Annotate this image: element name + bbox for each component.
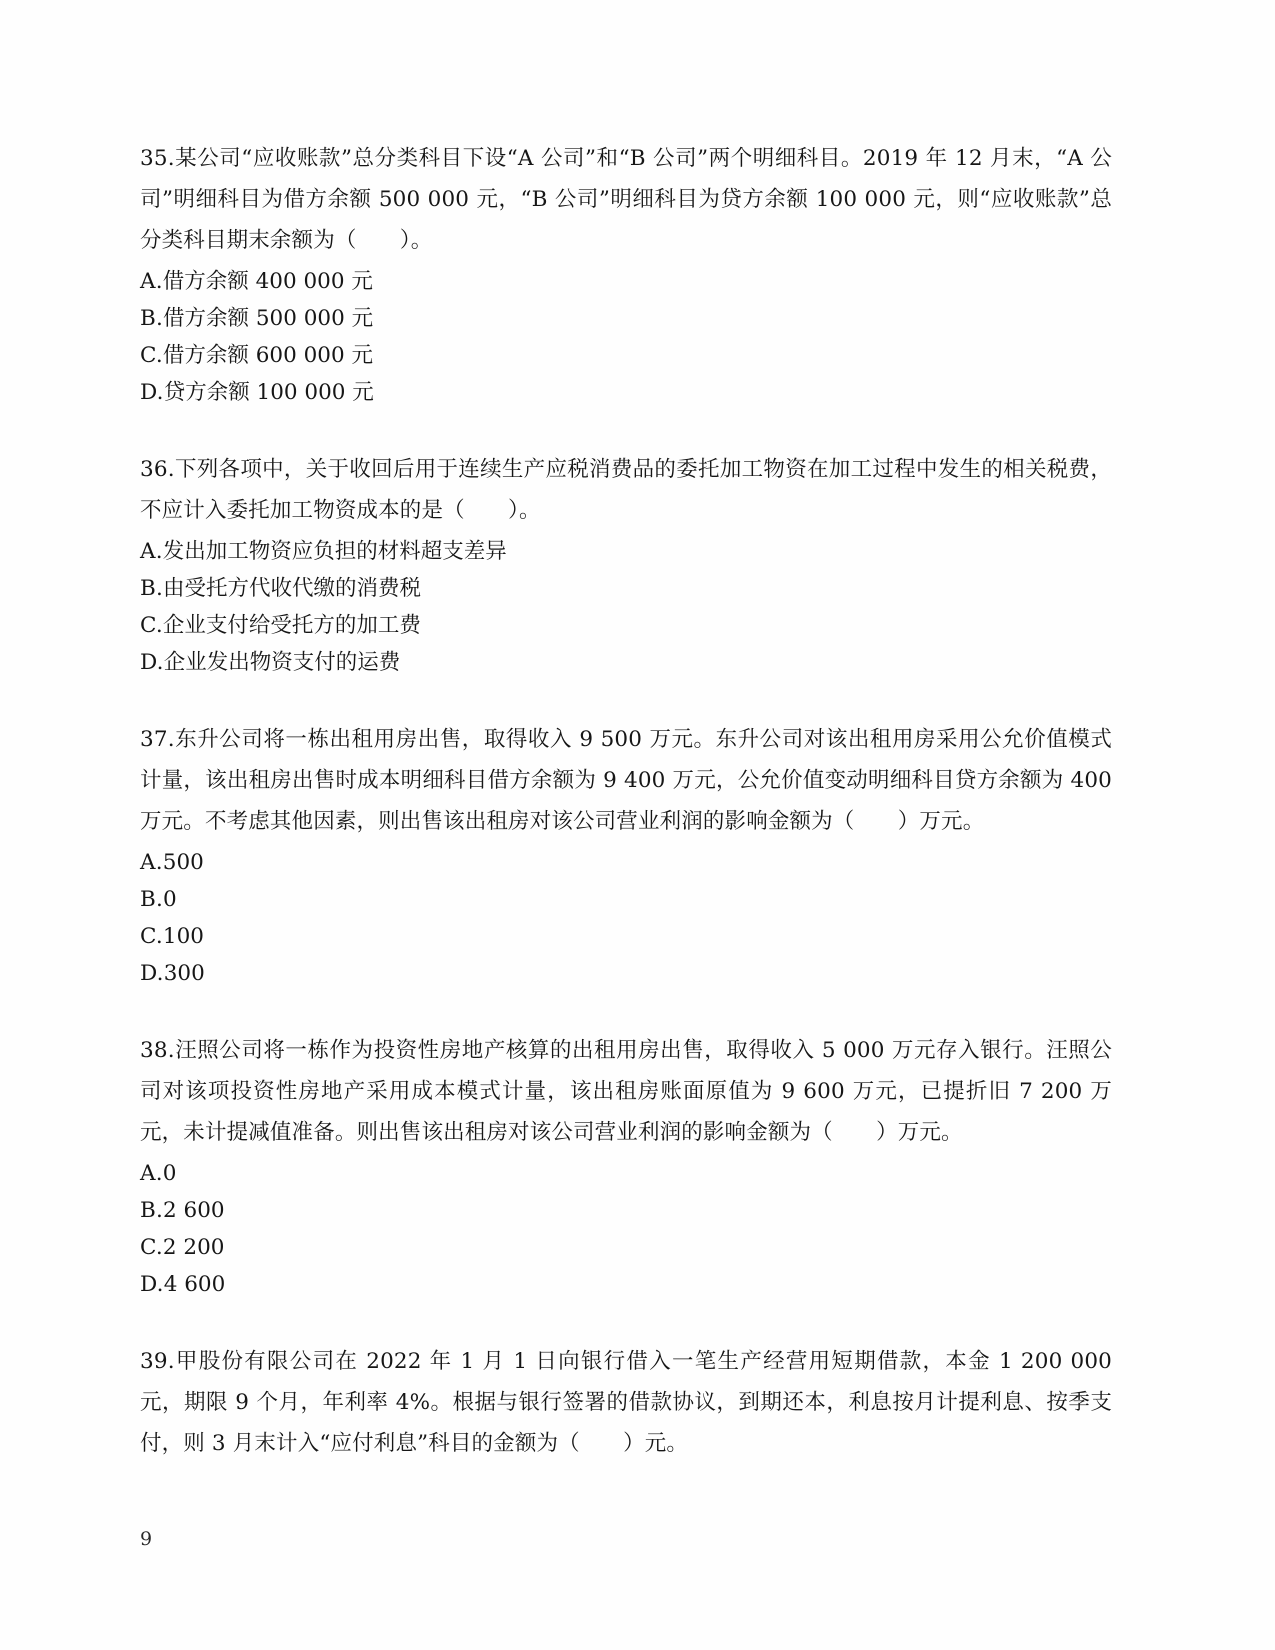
option-a-text: 发出加工物资应负担的材料超支差异	[162, 539, 507, 564]
option-b-label: B.	[140, 1198, 164, 1223]
question-36-options	[140, 533, 1112, 681]
option-a[interactable]	[140, 533, 1112, 570]
option-c[interactable]	[140, 918, 1112, 955]
option-a-text: 500	[162, 850, 204, 875]
option-c[interactable]	[140, 337, 1112, 374]
question-37-stem	[140, 719, 1112, 842]
option-d-text: 贷方余额 100 000 元	[163, 380, 374, 405]
option-c-label: C.	[140, 343, 163, 368]
question-36	[140, 449, 1112, 681]
option-b[interactable]	[140, 570, 1112, 607]
option-a-label: A.	[140, 269, 163, 294]
question-39-text: 甲股份有限公司在 2022 年 1 月 1 日向银行借入一笔生产经营用短期借款，本金 1 200 000 元，期限 9 个月，年利率 4%。根据与银行签署的借款协议，到期还本，利息按月计提利息、按季支付，则 3 月末计入“应付利息”科目的金额为（ ）元。	[140, 1349, 1112, 1456]
option-d-label: D.	[140, 380, 164, 405]
option-c-text: 企业支付给受托方的加工费	[162, 613, 421, 638]
option-d-label: D.	[140, 650, 164, 675]
page-number: 9	[140, 1528, 153, 1550]
question-37-options	[140, 844, 1112, 992]
option-b-label: B.	[140, 887, 164, 912]
option-d[interactable]	[140, 374, 1112, 411]
question-39-stem	[140, 1341, 1112, 1464]
option-d-text: 300	[163, 961, 205, 986]
question-35-stem	[140, 138, 1112, 261]
question-38-text: 汪照公司将一栋作为投资性房地产核算的出租用房出售，取得收入 5 000 万元存入银行。汪照公司对该项投资性房地产采用成本模式计量，该出租房账面原值为 9 600 万元，已提折旧 7 200 万元，未计提减值准备。则出售该出租房对该公司营业利润的影响金额为（ ）万元。	[140, 1038, 1112, 1145]
option-a[interactable]	[140, 844, 1112, 881]
question-35-text: 某公司“应收账款”总分类科目下设“A 公司”和“B 公司”两个明细科目。2019 年 12 月末，“A 公司”明细科目为借方余额 500 000 元，“B 公司”明细科目为贷方余额 100 000 元，则“应收账款”总分类科目期末余额为（ ）。	[140, 146, 1112, 253]
option-a-label: A.	[140, 539, 163, 564]
option-d[interactable]	[140, 955, 1112, 992]
option-b[interactable]	[140, 881, 1112, 918]
option-a[interactable]	[140, 263, 1112, 300]
option-d-text: 企业发出物资支付的运费	[163, 650, 401, 675]
option-c-label: C.	[140, 1235, 163, 1260]
question-35	[140, 138, 1112, 411]
question-37-text: 东升公司将一栋出租用房出售，取得收入 9 500 万元。东升公司对该出租用房采用公允价值模式计量，该出租房出售时成本明细科目借方余额为 9 400 万元，公允价值变动明细科目贷方余额为 400 万元。不考虑其他因素，则出售该出租房对该公司营业利润的影响金额为（ ）万元。	[140, 727, 1112, 834]
option-b[interactable]	[140, 300, 1112, 337]
question-36-stem	[140, 449, 1112, 531]
option-b-text: 0	[163, 887, 177, 912]
option-b-text: 借方余额 500 000 元	[163, 306, 374, 331]
question-36-text: 下列各项中，关于收回后用于连续生产应税消费品的委托加工物资在加工过程中发生的相关税费，不应计入委托加工物资成本的是（ ）。	[140, 457, 1112, 523]
option-c-label: C.	[140, 613, 163, 638]
question-38-number: 38.	[140, 1038, 175, 1063]
option-d[interactable]	[140, 1266, 1112, 1303]
option-a-text: 借方余额 400 000 元	[162, 269, 373, 294]
option-b[interactable]	[140, 1192, 1112, 1229]
question-38-options	[140, 1155, 1112, 1303]
option-b-text: 2 600	[163, 1198, 225, 1223]
option-b-label: B.	[140, 306, 164, 331]
option-a-text: 0	[162, 1161, 177, 1186]
question-35-number: 35.	[140, 146, 175, 171]
option-d-text: 4 600	[163, 1272, 226, 1297]
question-36-number: 36.	[140, 457, 175, 482]
option-b-label: B.	[140, 576, 164, 601]
option-d[interactable]	[140, 644, 1112, 681]
question-35-options	[140, 263, 1112, 411]
question-38-stem	[140, 1030, 1112, 1153]
option-c[interactable]	[140, 1229, 1112, 1266]
question-39-number: 39.	[140, 1349, 175, 1374]
question-39	[140, 1341, 1112, 1464]
option-a-label: A.	[140, 850, 163, 875]
option-a[interactable]	[140, 1155, 1112, 1192]
question-37	[140, 719, 1112, 992]
question-37-number: 37.	[140, 727, 175, 752]
option-a-label: A.	[140, 1161, 163, 1186]
option-c-label: C.	[140, 924, 163, 949]
question-38	[140, 1030, 1112, 1303]
option-c-text: 2 200	[162, 1235, 225, 1260]
option-c[interactable]	[140, 607, 1112, 644]
option-d-label: D.	[140, 1272, 164, 1297]
exam-questions-container	[140, 138, 1112, 1502]
option-c-text: 100	[162, 924, 204, 949]
option-c-text: 借方余额 600 000 元	[162, 343, 373, 368]
option-b-text: 由受托方代收代缴的消费税	[163, 576, 422, 601]
option-d-label: D.	[140, 961, 164, 986]
